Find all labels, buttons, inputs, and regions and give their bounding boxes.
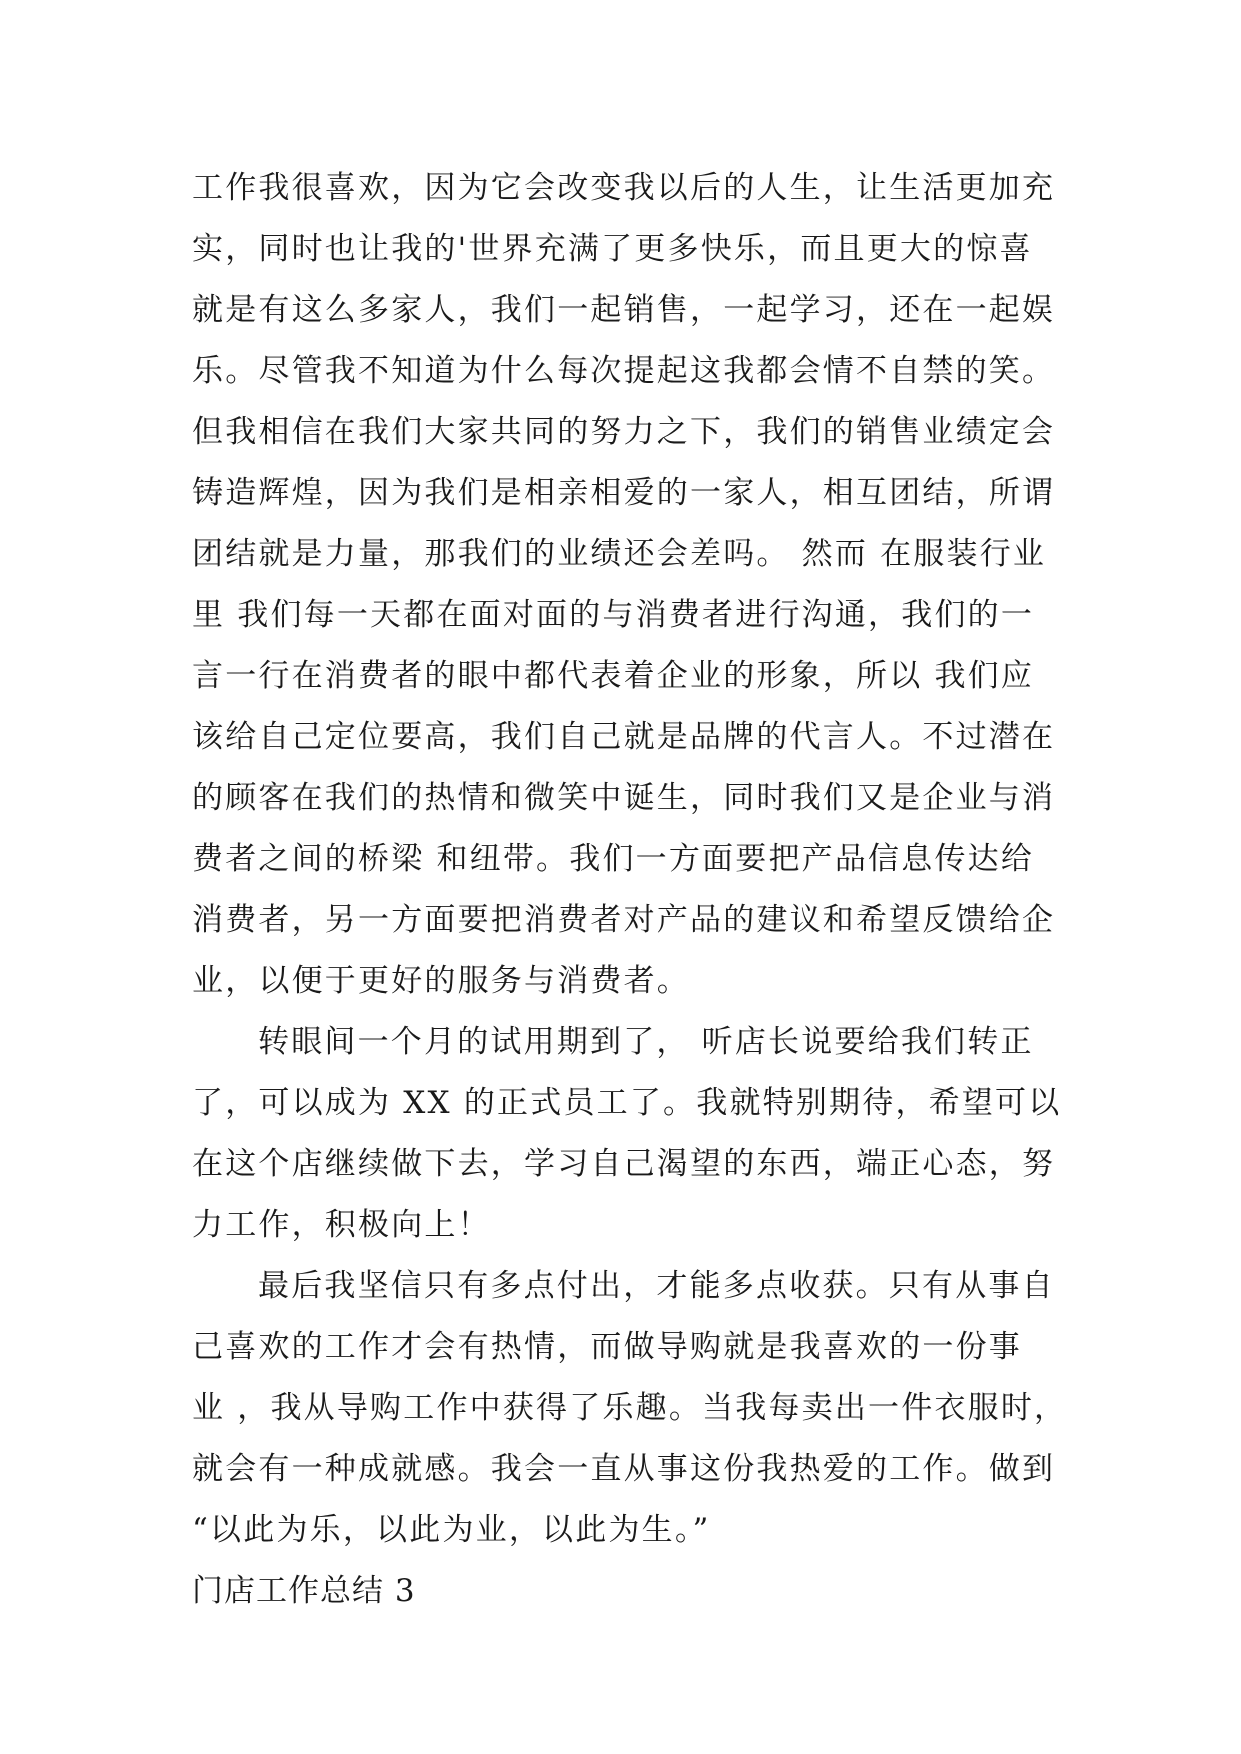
text-line: 在这个店继续做下去，学习自己渴望的东西，端正心态，努: [192, 1146, 1056, 1182]
paragraph-start-line: 最后我坚信只有多点付出，才能多点收获。只有从事自: [258, 1268, 1055, 1304]
section-heading: 门店工作总结 3: [192, 1573, 416, 1609]
text-line: 就是有这么多家人，我们一起销售，一起学习，还在一起娱: [192, 292, 1056, 328]
text-line: 己喜欢的工作才会有热情，而做导购就是我喜欢的一份事: [192, 1329, 1022, 1365]
text-line: 就会有一种成就感。我会一直从事这份我热爱的工作。做到: [192, 1451, 1056, 1487]
text-line: 言一行在消费者的眼中都代表着企业的形象，所以 我们应: [192, 658, 1035, 694]
text-line: 业 ，我从导购工作中获得了乐趣。当我每卖出一件衣服时，: [192, 1390, 1068, 1426]
text-line: 力工作，积极向上！: [192, 1207, 491, 1243]
text-line: 了，可以成为 XX 的正式员工了。我就特别期待，希望可以: [192, 1085, 1062, 1121]
text-line: 团结就是力量，那我们的业绩还会差吗。 然而 在服装行业: [192, 536, 1047, 572]
text-line: 但我相信在我们大家共同的努力之下，我们的销售业绩定会: [192, 414, 1056, 450]
text-line: 里 我们每一天都在面对面的与消费者进行沟通，我们的一: [192, 597, 1035, 633]
text-line: 消费者，另一方面要把消费者对产品的建议和希望反馈给企: [192, 902, 1056, 938]
paragraph-start-line: 转眼间一个月的试用期到了， 听店长说要给我们转正: [258, 1024, 1034, 1060]
text-line: 该给自己定位要高，我们自己就是品牌的代言人。不过潜在: [192, 719, 1056, 755]
text-line: 的顾客在我们的热情和微笑中诞生，同时我们又是企业与消: [192, 780, 1056, 816]
text-line: 铸造辉煌，因为我们是相亲相爱的一家人，相互团结，所谓: [192, 475, 1056, 511]
text-line: 费者之间的桥梁 和纽带。我们一方面要把产品信息传达给: [192, 841, 1035, 877]
text-line: 工作我很喜欢，因为它会改变我以后的人生，让生活更加充: [192, 170, 1056, 206]
text-line: 业，以便于更好的服务与消费者。: [192, 963, 690, 999]
text-line: “以此为乐，以此为业，以此为生。”: [192, 1512, 711, 1548]
text-line: 乐。尽管我不知道为什么每次提起这我都会情不自禁的笑。: [192, 353, 1056, 389]
text-line: 实，同时也让我的'世界充满了更多快乐，而且更大的惊喜: [192, 231, 1033, 267]
